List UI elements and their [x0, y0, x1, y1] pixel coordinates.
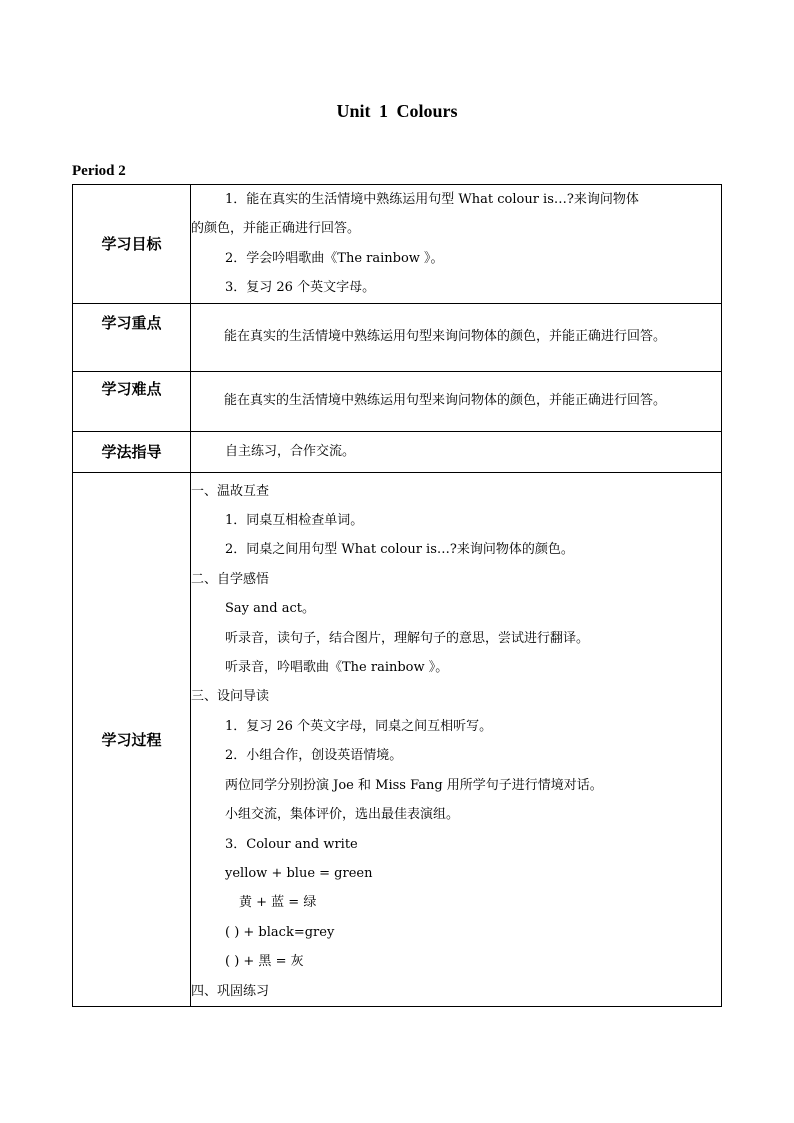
- row-content-key-points: [191, 303, 722, 371]
- table-row-objectives: [73, 185, 722, 304]
- key-points-text: 能在真实的生活情境中熟练运用句型来询问物体的颜色，并能正确进行回答。: [224, 329, 667, 345]
- row-label-key-points: 学习重点: [73, 303, 191, 371]
- row-content-difficulties: [191, 371, 722, 431]
- lesson-plan-table: [72, 184, 722, 1007]
- difficulties-text: 能在真实的生活情境中熟练运用句型来询问物体的颜色，并能正确进行回答。: [224, 393, 667, 409]
- process-line: 小组交流，集体评价，选出最佳表演组。: [225, 807, 460, 823]
- row-content-process: [191, 472, 722, 1006]
- period-label: Period 2: [72, 163, 126, 179]
- process-line: 黄 + 蓝 = 绿: [239, 895, 317, 911]
- process-line: 2．同桌之间用句型 What colour is…?来询问物体的颜色。: [225, 542, 574, 558]
- table-row-process: [73, 472, 722, 1006]
- table-row-method: [73, 431, 722, 472]
- process-line: ( ) + 黑 = 灰: [225, 954, 304, 970]
- row-label-difficulties: 学习难点: [73, 371, 191, 431]
- objective-line: 的颜色，并能正确进行回答。: [191, 221, 361, 237]
- row-content-objectives: [191, 185, 722, 304]
- table-row-key-points: [73, 303, 722, 371]
- process-line: 两位同学分别扮演 Joe 和 Miss Fang 用所学句子进行情境对话。: [225, 777, 603, 793]
- process-line: Say and act。: [225, 601, 315, 617]
- process-line: 2．小组合作，创设英语情境。: [225, 748, 403, 764]
- objective-line: 3．复习 26 个英文字母。: [225, 280, 376, 296]
- table-row-difficulties: [73, 371, 722, 431]
- row-label-process: 学习过程: [73, 472, 191, 1006]
- process-line: 3．Colour and write: [225, 836, 358, 852]
- process-heading: 四、巩固练习: [191, 983, 270, 999]
- objective-line: 2．学会吟唱歌曲《The rainbow 》。: [225, 250, 444, 266]
- row-label-objectives: 学习目标: [73, 185, 191, 304]
- process-line: ( ) + black=grey: [225, 924, 335, 940]
- objective-line: 1．能在真实的生活情境中熟练运用句型 What colour is…?来询问物体: [225, 192, 639, 207]
- process-line: yellow + blue = green: [225, 865, 373, 881]
- process-line: 听录音，读句子，结合图片，理解句子的意思，尝试进行翻译。: [225, 630, 590, 646]
- row-label-method: 学法指导: [73, 431, 191, 472]
- process-line: 1．同桌互相检查单词。: [225, 513, 364, 529]
- process-heading: 三、设问导读: [191, 689, 270, 705]
- process-line: 听录音，吟唱歌曲《The rainbow 》。: [225, 660, 449, 676]
- process-line: 1．复习 26 个英文字母，同桌之间互相听写。: [225, 718, 493, 734]
- row-content-method: [191, 431, 722, 472]
- process-heading: 二、自学感悟: [191, 571, 270, 587]
- method-text: 自主练习，合作交流。: [225, 443, 356, 459]
- page-title: Unit 1 Colours: [336, 101, 458, 121]
- process-heading: 一、温故互查: [191, 483, 270, 499]
